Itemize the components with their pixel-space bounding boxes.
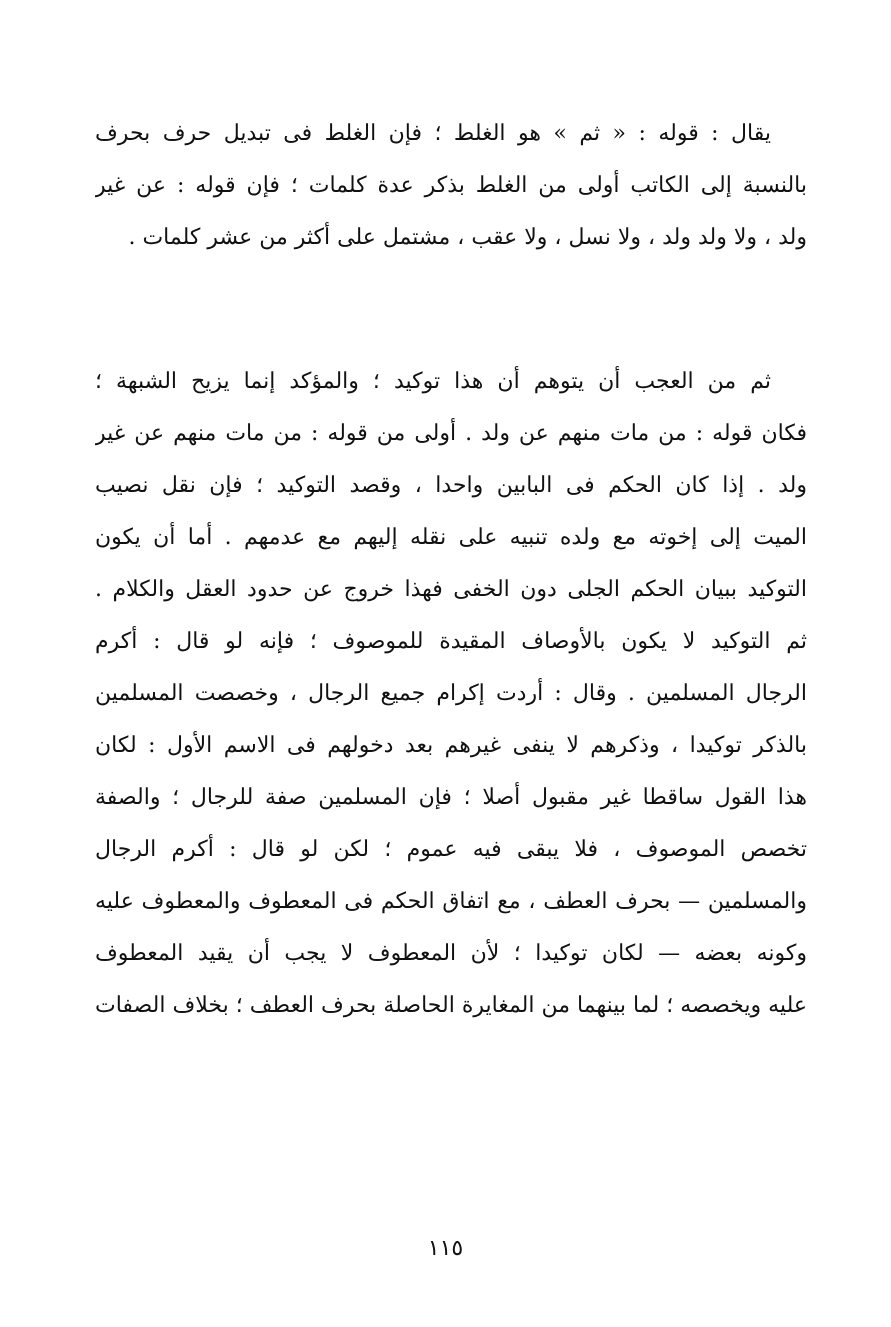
text-line: والمسلمين — بحرف العطف ، مع اتفاق الحكم فى المعطوف والمعطوف عليه	[95, 889, 807, 914]
text-line: بالنسبة إلى الكاتب أولى من الغلط بذكر عدة كلمات ؛ فإن قوله : عن غير	[95, 173, 807, 198]
paragraph-2	[95, 356, 807, 1032]
text-line: ولد ، ولا ولد ولد ، ولا نسل ، ولا عقب ، مشتمل على أكثر من عشر كلمات .	[128, 225, 807, 250]
text-line: عليه ويخصصه ؛ لما بينهما من المغايرة الحاصلة بحرف العطف ؛ بخلاف الصفات	[95, 993, 807, 1018]
text-line: وكونه بعضه — لكان توكيدا ؛ لأن المعطوف لا يجب أن يقيد المعطوف	[95, 941, 807, 966]
text-line: فكان قوله : من مات منهم عن ولد . أولى من قوله : من مات منهم عن غير	[95, 421, 807, 446]
page-number: ١١٥	[427, 1236, 464, 1261]
paragraph-1	[95, 108, 807, 264]
text-line: ثم من العجب أن يتوهم أن هذا توكيد ؛ والمؤكد إنما يزيح الشبهة ؛	[95, 369, 771, 394]
text-line: يقال : قوله : « ثم » هو الغلط ؛ فإن الغلط فى تبديل حرف بحرف	[95, 121, 771, 146]
text-line: الميت إلى إخوته مع ولده تنبيه على نقله إليهم مع عدمهم . أما أن يكون	[95, 525, 807, 550]
text-line: ثم التوكيد لا يكون بالأوصاف المقيدة للموصوف ؛ فإنه لو قال : أكرم	[95, 629, 807, 654]
text-line: ولد . إذا كان الحكم فى البابين واحدا ، وقصد التوكيد ؛ فإن نقل نصيب	[95, 473, 807, 498]
text-line: تخصص الموصوف ، فلا يبقى فيه عموم ؛ لكن لو قال : أكرم الرجال	[95, 837, 807, 862]
text-line: الرجال المسلمين . وقال : أردت إكرام جميع الرجال ، وخصصت المسلمين	[95, 681, 807, 706]
text-line: هذا القول ساقطا غير مقبول أصلا ؛ فإن المسلمين صفة للرجال ؛ والصفة	[95, 785, 807, 810]
text-line: بالذكر توكيدا ، وذكرهم لا ينفى غيرهم بعد دخولهم فى الاسم الأول : لكان	[95, 733, 807, 758]
text-line: التوكيد ببيان الحكم الجلى دون الخفى فهذا خروج عن حدود العقل والكلام .	[95, 577, 807, 602]
